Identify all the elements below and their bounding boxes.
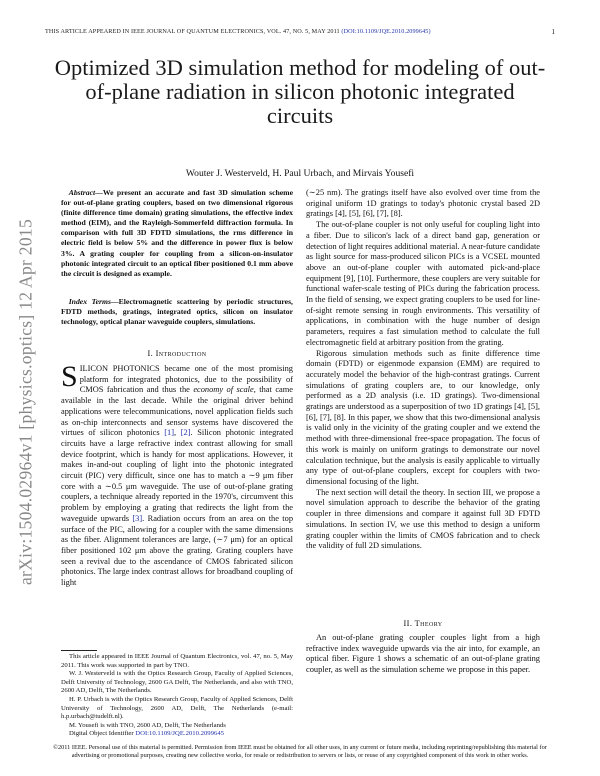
- paper-title: Optimized 3D simulation method for modeling of out-of-plane radiation in silicon photonic integrated circuits: [54, 55, 546, 128]
- footnote-4: M. Yousefi is with TNO, 2600 AD, Delft, The Netherlands: [69, 721, 226, 729]
- doi-label: Digital Object Identifier: [69, 730, 136, 738]
- footnote-doi-link[interactable]: DOI:10.1109/JQE.2010.2099645: [135, 730, 225, 738]
- right-paragraph-3: Rigorous simulation methods such as finite difference time domain (FDTD) or eigenmode expansion (EMM) are required to accurately model the behavior of the high-contrast gratings. Current simulations of grating couplers are, to our knowledge, only performed as a 2D analysis (i.e. 1D gratings). Two-dimensional gratings are understood as a superposition of two 1D gratings [4], [5], [6], [7], [8]. In this paper, we show that this two-dimensional analysis is valid only in the vicinity of the grating coupler and we extend the method with three-dimensional free-space propagation. The focus of this work is mainly on uniform gratings to demonstrate our novel calculation technique, but the analysis is easily applicable to virtually any type of out-of-plane couplers, except for couplers with two-dimensional focusing of the light.: [306, 348, 540, 486]
- footnote-3: H. P. Urbach is with the Optics Research Group, Faculty of Applied Sciences, Delft University of Technology, 2600 AD, Delft, The Netherlands (e-mail: h.p.urbach@tudelft.nl).: [61, 695, 293, 721]
- index-terms-label: Index Terms: [68, 297, 111, 306]
- arxiv-stamp-text: arXiv:1504.02964v1 [physics.optics] 12 Apr 2015: [15, 218, 36, 586]
- footnote-2: W. J. Westerveld is with the Optics Research Group, Faculty of Applied Sciences, Delft University of Technology, 2600 GA Delft, The Netherlands, and also with TNO, 2600 AD, Delft, The Netherlands.: [61, 670, 293, 695]
- index-terms-text: —Electromagnetic scattering by periodic structures, FDTD methods, gratings, integrated optics, silicon on insulator technology, optical planar waveguide couplers, simulations.: [61, 297, 293, 327]
- copyright-notice: ©2011 IEEE. Personal use of this material is permitted. Permission from IEEE must be obtained for all other uses, in any current or future media, including reprinting/republishing this material for advertising or promotional purposes, creating new collective works, for resale or redistribution to servers or lists, or reuse of any copyrighted component of this work in other works.: [53, 744, 547, 759]
- footnote-5: [61, 730, 293, 739]
- right-paragraph-4: The next section will detail the theory. In section III, we propose a novel simulation approach to describe the behavior of the grating coupler in three dimensions and compare it against full 3D FDTD simulations. In section IV, we use this method to design a uniform grating coupler within the limits of CMOS fabrication and to check the validity of full 2D simulations.: [306, 487, 540, 551]
- intro-text-e: . Radiation occurs from an area on the top surface of the PIC, allowing for a coupler with the same dimensions as the fiber. Alignment tolerances are large, (∼7 μm) for an optical fiber positioned 102 μm above the grating. Grating couplers have seen a revival due to the ascendance of CMOS fabricated silicon photonics. The large index contrast allows for broadband coupling of light: [61, 513, 294, 588]
- footnotes: [61, 653, 293, 739]
- footnote-1: This article appeared in IEEE Journal of Quantum Electronics, vol. 47, no. 5, May 2011. This work was supported in part by TNO.: [61, 653, 293, 669]
- theory-paragraph-1: An out-of-plane grating coupler couples light from a high refractive index waveguide upwards via the air into, for example, an optical fiber. Figure 1 shows a schematic of an out-of-plane grating coupler, as well as the simulation scheme we propose in this paper.: [306, 633, 540, 675]
- running-header: [45, 28, 555, 35]
- abstract-label: Abstract: [68, 188, 96, 197]
- intro-text-b: , that came available in the last decade. While the original driver behind applications were telecommunications, novel application fields such as on-chip interconnects and sensor systems have discovered the virtues of silicon photonics: [61, 385, 293, 438]
- right-paragraph-1: (∼25 nm). The gratings itself have also evolved over time from the original uniform 1D gratings to today's photonic crystal based 2D gratings [4], [5], [6], [7], [8].: [306, 188, 540, 219]
- intro-text-c: ,: [173, 428, 181, 438]
- intro-text-d: . Silicon photonic integrated circuits have a large refractive index contrast allowing for small device footprint, which is handy for most applications. However, it makes in-and-out coupling of light into the photonic integrated circuit (PIC) very difficult, since one has to match a ∼9 μm fiber core with a ∼0.5 μm waveguide. The use of out-of-plane grating couplers, a technique already reported in the 1970's, circumvent this problem by employing a grating that redirects the light from the waveguide upwards: [61, 428, 294, 523]
- intro-text-a: became one of the most promising platform for integrated photonics, due to the possibility of CMOS fabrication and thus the: [79, 364, 293, 395]
- index-terms: [61, 297, 293, 327]
- theory-heading: II. Theory: [403, 619, 443, 628]
- intro-lead-caps: ILICON PHOTONICS: [79, 364, 160, 373]
- citation-link-2[interactable]: [2]: [180, 428, 191, 438]
- introduction-body: [61, 360, 294, 589]
- arxiv-stamp: [14, 182, 38, 622]
- right-column-body: [306, 188, 540, 552]
- right-paragraph-2: The out-of-plane coupler is not only useful for coupling light into a fiber. Due to silicon's lack of a direct band gap, generation or detection of light requires additional material. A near-future candidate as light source for mass-produced silicon PICs is a VCSEL mounted above an out-of-plane coupler with automated pick-and-place equipment [9], [10]. Furthermore, these couplers are very suitable for functional wafer-scale testing of PICs during the fabrication process. In the field of sensing, we expect grating couplers to be used for line-of-sight remote sensing in rough environments. This versatility of applications, in combination with the huge number of design parameters, requires a fast simulation method to calculate the full electromagnetic field at arbitrary position from the grating.: [306, 220, 541, 347]
- theory-body: [306, 633, 540, 676]
- journal-line: THIS ARTICLE APPEARED IN IEEE JOURNAL OF QUANTUM ELECTRONICS, VOL. 47, NO. 5, MAY 2011: [45, 28, 340, 35]
- intro-emphasis: economy of scale: [193, 385, 254, 395]
- abstract: [61, 188, 293, 279]
- footnote-divider: [61, 650, 97, 651]
- page-number: 1: [551, 28, 555, 36]
- citation-link-1[interactable]: [1]: [164, 428, 174, 438]
- abstract-text: —We present an accurate and fast 3D simulation scheme for out-of-plane grating couplers, based on two dimensional rigorous (finite difference time domain) grating simulations, the effective index method (EIM), and the Rayleigh-Sommerfeld diffraction formula. In comparison with full 3D FDTD simulations, the rms difference in electric field is below 5% and the difference in power flux is below 3%. A grating coupler for coupling from a silicon-on-insulator photonic integrated circuit to an optical fiber positioned 0.1 mm above the circuit is designed as example.: [61, 188, 293, 278]
- introduction-heading: I. Introduction: [147, 349, 207, 358]
- dropcap: S: [61, 360, 78, 393]
- authors: Wouter J. Westerveld, H. Paul Urbach, and Mirvais Yousefi: [185, 168, 415, 179]
- header-doi-link[interactable]: (DOI:10.1109/JQE.2010.2099645): [341, 28, 431, 35]
- citation-link-3[interactable]: [3]: [132, 513, 143, 523]
